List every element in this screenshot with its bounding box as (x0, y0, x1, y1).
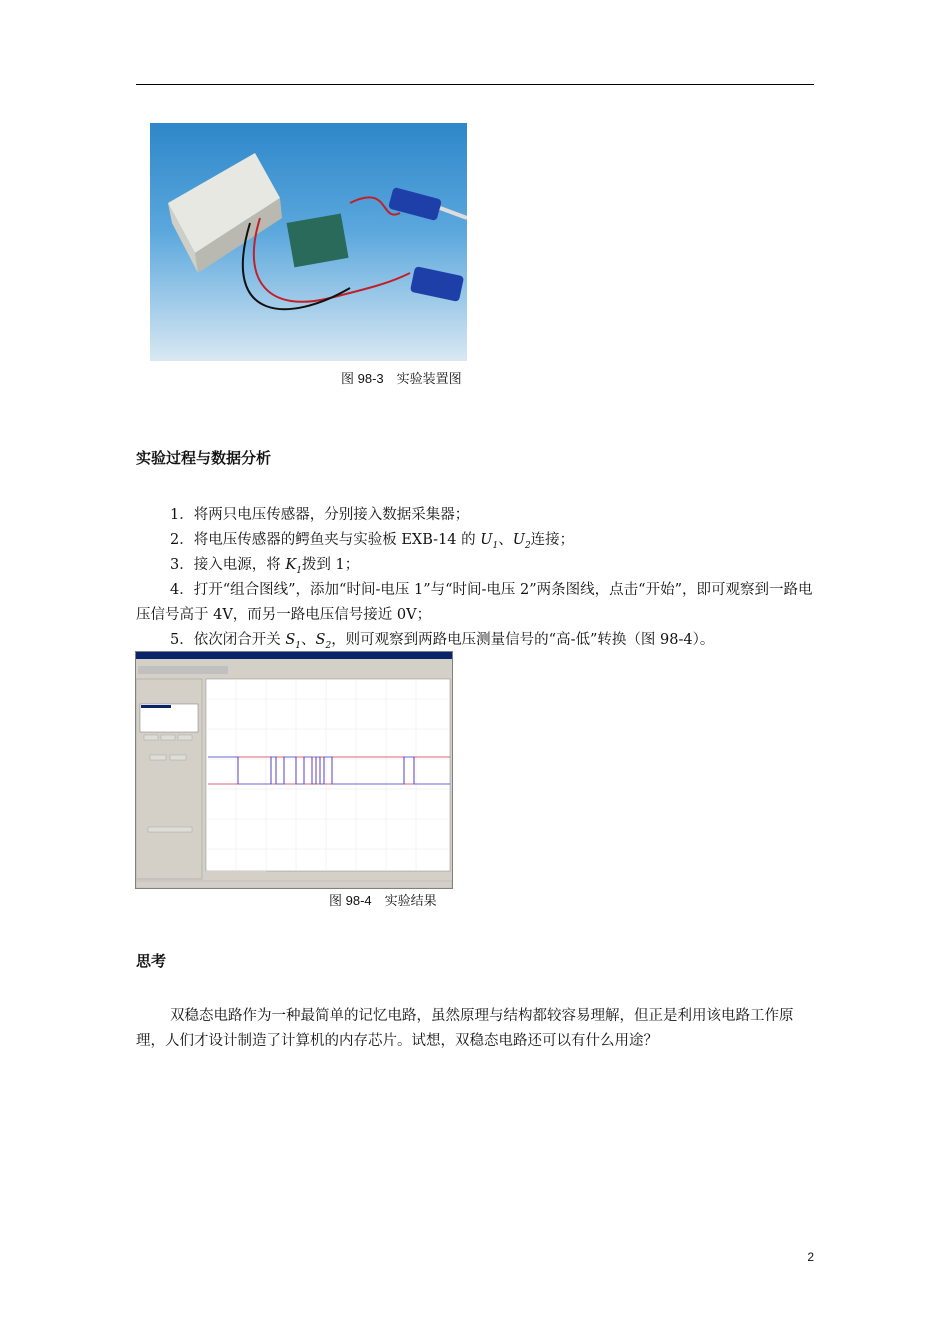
apparatus-photo (150, 123, 467, 361)
var-s: S (285, 632, 296, 648)
section-heading-procedure: 实验过程与数据分析 (136, 449, 272, 467)
var-u: U (480, 532, 493, 548)
step-3-text: 3．接入电源，将 (170, 557, 286, 573)
screenshot-illustration (136, 659, 452, 888)
thinking-paragraph: 双稳态电路作为一种最简单的记忆电路，虽然原理与结构都较容易理解，但正是利用该电路工作原理，人们才设计制造了计算机的内存芯片。试想，双稳态电路还可以有什么用途？ (136, 1008, 794, 1049)
section-heading-thinking: 思考 (136, 952, 167, 970)
figure-caption-98-3: 图 98-3 实验装置图 (341, 371, 462, 386)
step-5-text: 5．依次闭合开关 (170, 632, 286, 648)
var-k: K (285, 557, 297, 573)
step-2-tail: 连接； (530, 532, 575, 548)
sub-2: 2 (325, 640, 332, 651)
sub-1: 1 (492, 540, 499, 551)
apparatus-illustration (150, 123, 467, 361)
step-4 (136, 578, 816, 628)
step-3-tail: 拨到 1； (301, 557, 360, 573)
step-1-text: 1．将两只电压传感器，分别接入数据采集器； (170, 507, 470, 523)
sep: 、 (498, 532, 513, 548)
sub-2: 2 (524, 540, 531, 551)
step-5-tail: ，则可观察到两路电压测量信号的“高-低”转换（图 98-4）。 (331, 632, 715, 648)
sub-1: 1 (295, 640, 302, 651)
software-screenshot (135, 651, 453, 889)
sub-1: 1 (296, 565, 302, 576)
var-u: U (512, 532, 525, 548)
page-number: 2 (807, 1250, 814, 1264)
step-2-text: 2．将电压传感器的鳄鱼夹与实验板 EXB-14 的 (170, 532, 481, 548)
var-s: S (315, 632, 326, 648)
header-rule (136, 84, 814, 85)
sep: 、 (301, 632, 316, 648)
figure-caption-98-4: 图 98-4 实验结果 (329, 893, 437, 908)
step-4-text: 4．打开“组合图线”，添加“时间-电压 1”与“时间-电压 2”两条图线，点击“开始”，即可观察到一路电压信号高于 4V，而另一路电压信号接近 0V； (136, 582, 813, 623)
step-1 (136, 503, 816, 528)
screenshot-titlebar (136, 652, 452, 659)
